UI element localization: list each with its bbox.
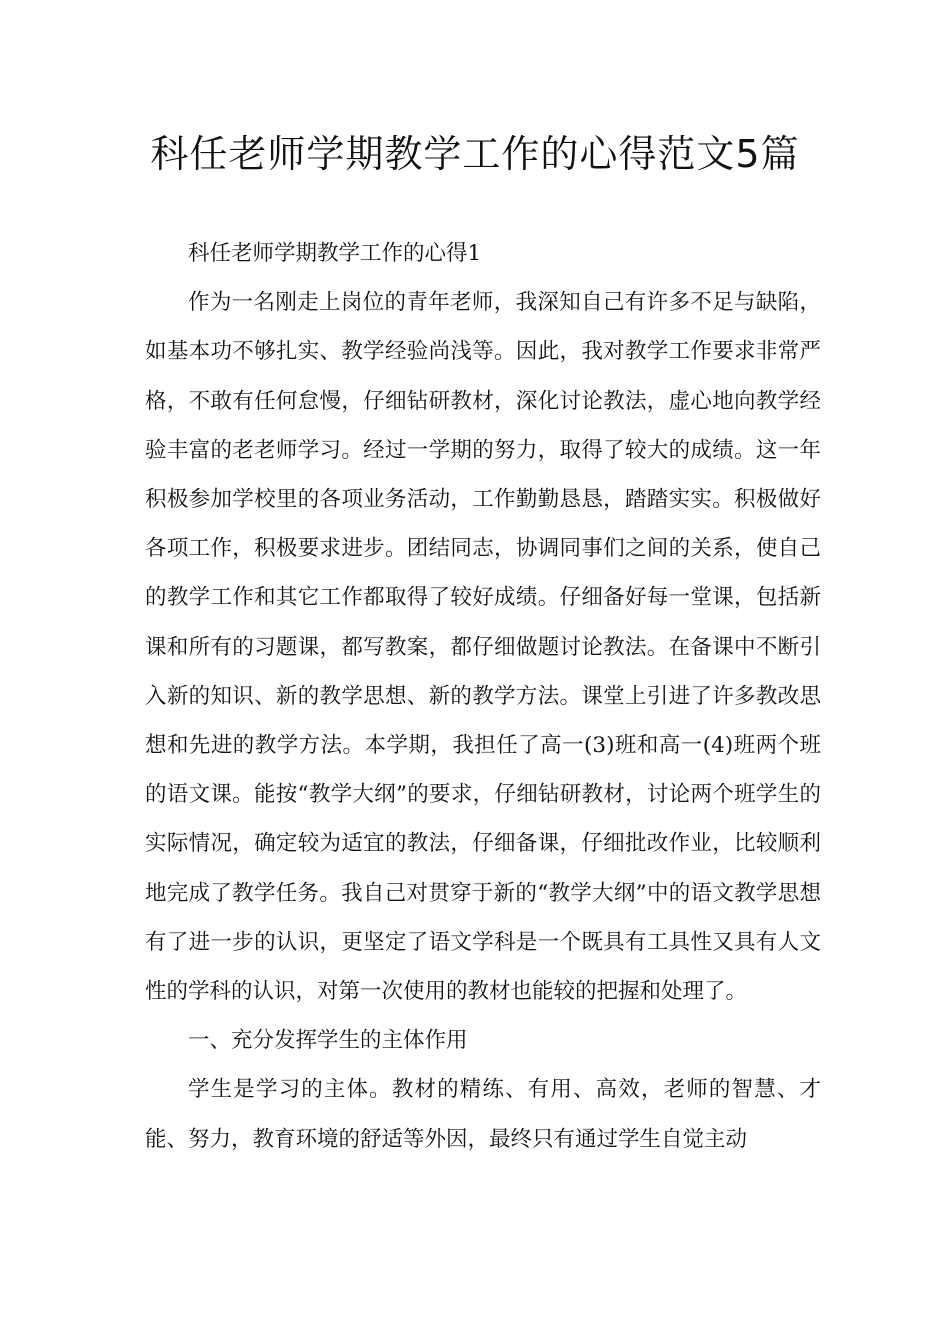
subsection-heading: 一、充分发挥学生的主体作用 xyxy=(188,1028,468,1054)
document-title: 科任老师学期教学工作的心得范文5篇 xyxy=(150,132,800,176)
section-heading: 科任老师学期教学工作的心得1 xyxy=(188,241,482,266)
body-paragraph: 学生是学习的主体。教材的精练、有用、高效，老师的智慧、才能、努力，教育环境的舒适等外因，最终只有通过学生自觉主动 xyxy=(145,1077,821,1152)
body-paragraph: 作为一名刚走上岗位的青年老师，我深知自己有许多不足与缺陷，如基本功不够扎实、教学经验尚浅等。因此，我对教学工作要求非常严格，不敢有任何怠慢，仔细钻研教材，深化讨论教法，虚心地向教学经验丰富的老老师学习。经过一学期的努力，取得了较大的成绩。这一年积极参加学校里的各项业务活动，工作勤勤恳恳，踏踏实实。积极做好各项工作，积极要求进步。团结同志，协调同事们之间的关系，使自己的教学工作和其它工作都取得了较好成绩。仔细备好每一堂课，包括新课和所有的习题课，都写教案，都仔细做题讨论教法。在备课中不断引入新的知识、新的教学思想、新的教学方法。课堂上引进了许多教改思想和先进的教学方法。本学期，我担任了高一(3)班和高一(4)班两个班的语文课。能按“教学大纲”的要求，仔细钻研教材，讨论两个班学生的实际情况，确定较为适宜的教法，仔细备课，仔细批改作业，比较顺利地完成了教学任务。我自己对贯穿于新的“教学大纲”中的语文教学思想有了进一步的认识，更坚定了语文学科是一个既具有工具性又具有人文性的学科的认识，对第一次使用的教材也能较的把握和处理了。 xyxy=(145,290,821,1005)
document-body xyxy=(145,229,821,1164)
